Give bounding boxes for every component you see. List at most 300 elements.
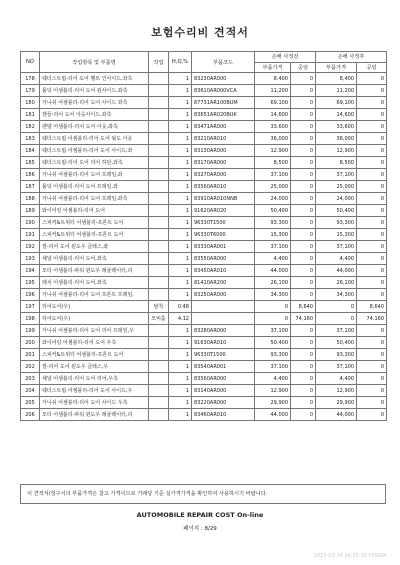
cell-work: 모비홀 <box>149 313 169 325</box>
cell-hq: 1 <box>169 145 192 157</box>
cell-item: 와이어링 어셈블리-리어 도어 <box>40 205 149 217</box>
cell-part-code: 83210AR010 <box>192 133 255 145</box>
cell-labor: 0 <box>291 337 316 349</box>
table-row <box>21 301 387 313</box>
cell-part-price: 37,100 <box>255 169 291 181</box>
cell-part-price: 12,900 <box>255 145 291 157</box>
cell-part-price: 37,100 <box>255 241 291 253</box>
table-row <box>21 289 387 301</box>
cell-part-price-settled: 44,000 <box>316 409 357 421</box>
cell-labor: 0 <box>291 157 316 169</box>
cell-hq: 1 <box>169 277 192 289</box>
cell-part-price-settled: 37,100 <box>316 169 357 181</box>
header-settled-group: 손해 사정후 <box>316 52 387 63</box>
cell-part-code: 83460AR010 <box>192 409 255 421</box>
footer-title: AUTOMOBILE REPAIR COST On-line <box>136 511 264 519</box>
cell-part-price-settled: 11,200 <box>316 85 357 97</box>
cell-item: 가니쉬 어셈블리-리어 도어 프레임,좌 <box>40 169 149 181</box>
cell-no: 205 <box>21 397 40 409</box>
cell-part-price: 36,000 <box>255 133 291 145</box>
cell-no: 190 <box>21 217 40 229</box>
cell-labor-settled: 0 <box>357 373 387 385</box>
cell-labor: 74,160 <box>291 313 316 325</box>
cell-no: 189 <box>21 205 40 217</box>
table-row <box>21 409 387 421</box>
cell-no: 203 <box>21 373 40 385</box>
page-number: 페이지 : 8/29 <box>183 526 217 532</box>
cell-part-code: 96330T1500 <box>192 349 255 361</box>
cell-part-price-settled: 15,300 <box>316 229 357 241</box>
header-work: 작업 <box>149 52 169 73</box>
header-damage-group: 손해 사정전 <box>255 52 316 63</box>
cell-labor: 0 <box>291 265 316 277</box>
table-row <box>21 109 387 121</box>
cell-part-code: 83270AR000 <box>192 169 255 181</box>
cell-no: 185 <box>21 157 40 169</box>
cell-labor-settled: 0 <box>357 145 387 157</box>
cell-part-code: 83220AR000 <box>192 397 255 409</box>
cell-part-price-settled: 12,900 <box>316 385 357 397</box>
cell-part-price-settled: 36,000 <box>316 133 357 145</box>
table-row <box>21 397 387 409</box>
cell-item: 웨더스트립 어셈블리-리어 도어 사이드,좌 <box>40 145 149 157</box>
cell-work <box>149 145 169 157</box>
table-row <box>21 337 387 349</box>
cell-hq: 1 <box>169 337 192 349</box>
cell-item: 씰-리어 도어 윈도우 글래스,좌 <box>40 241 149 253</box>
cell-hq: 1 <box>169 325 192 337</box>
cell-item: 핸들-리어 도어 아웃사이드,좌측 <box>40 109 149 121</box>
cell-part-code: 91620AR020 <box>192 205 255 217</box>
cell-part-price-settled: 0 <box>316 301 357 313</box>
table-row <box>21 169 387 181</box>
cell-no: 188 <box>21 193 40 205</box>
cell-hq: 1 <box>169 133 192 145</box>
cell-labor-settled: 0 <box>357 181 387 193</box>
table-row <box>21 73 387 85</box>
cell-labor-settled: 0 <box>357 205 387 217</box>
table-row <box>21 325 387 337</box>
cell-part-price: 34,300 <box>255 289 291 301</box>
cell-part-code: 83610AR000VCA <box>192 85 255 97</box>
cell-hq: 1 <box>169 241 192 253</box>
cell-part-price-settled: 37,100 <box>316 325 357 337</box>
cell-item: 웨더스트립 어셈블리-리어 도어 뒷도 아웃 <box>40 133 149 145</box>
table-row <box>21 85 387 97</box>
cell-part-code: 91630AR010 <box>192 337 255 349</box>
cell-part-code <box>192 313 255 325</box>
cell-no: 182 <box>21 121 40 133</box>
table-row <box>21 385 387 397</box>
cell-part-code: 83140AR000 <box>192 385 255 397</box>
cell-labor-settled: 0 <box>357 121 387 133</box>
cell-part-price: 93,300 <box>255 349 291 361</box>
cell-item: 가니쉬 어셈블리-리어 도어 사이드 우측 <box>40 397 149 409</box>
estimate-rows <box>21 73 387 421</box>
cell-hq: 1 <box>169 109 192 121</box>
cell-hq: 1 <box>169 181 192 193</box>
cell-hq: 0.48 <box>169 301 192 313</box>
cell-part-code: 83471AR000 <box>192 121 255 133</box>
page-title: 보험수리비 견적서 <box>151 26 249 39</box>
cell-item: 리어도어(우) <box>40 301 149 313</box>
cell-labor: 8,640 <box>291 301 316 313</box>
cell-work <box>149 277 169 289</box>
cell-labor: 0 <box>291 205 316 217</box>
cell-hq: 1 <box>169 193 192 205</box>
cell-hq: 1 <box>169 205 192 217</box>
header-labor: 공임 <box>291 62 316 73</box>
cell-item: 래치 어셈블리-리어 도어,좌측 <box>40 277 149 289</box>
cell-work <box>149 97 169 109</box>
cell-item: 가니쉬 어셈블리-리어 도어 사이드 좌측 <box>40 97 149 109</box>
cell-part-price: 50,400 <box>255 205 291 217</box>
cell-part-price-settled: 29,900 <box>316 397 357 409</box>
cell-work <box>149 409 169 421</box>
cell-part-price: 44,000 <box>255 265 291 277</box>
cell-labor: 0 <box>291 409 316 421</box>
cell-labor: 0 <box>291 217 316 229</box>
cell-part-code: 83910AR010NNB <box>192 193 255 205</box>
table-row <box>21 361 387 373</box>
cell-labor: 0 <box>291 145 316 157</box>
cell-item: 가니쉬 어셈블리-리어 도어 프론트 프레임, <box>40 289 149 301</box>
cell-part-price-settled: 26,100 <box>316 277 357 289</box>
table-row <box>21 181 387 193</box>
cell-hq: 1 <box>169 397 192 409</box>
cell-item: 몰딩 어셈블리-리어 도어 윈사이드,좌측 <box>40 85 149 97</box>
cell-no: 200 <box>21 337 40 349</box>
cell-no: 199 <box>21 325 40 337</box>
table-row <box>21 205 387 217</box>
cell-labor-settled: 74,160 <box>357 313 387 325</box>
cell-part-price-settled: 4,400 <box>316 253 357 265</box>
cell-item: 스피커&트위터 어셈블리-프론트 도어 <box>40 217 149 229</box>
cell-labor: 0 <box>291 241 316 253</box>
cell-labor: 0 <box>291 73 316 85</box>
cell-labor: 0 <box>291 349 316 361</box>
cell-part-code: 83130AR000 <box>192 145 255 157</box>
cell-part-price: 29,900 <box>255 397 291 409</box>
cell-no: 180 <box>21 97 40 109</box>
cell-part-price-settled: 25,000 <box>316 181 357 193</box>
cell-part-price-settled: 14,600 <box>316 109 357 121</box>
cell-work <box>149 289 169 301</box>
cell-item: 씰-리어 도어 윈도우 글래스,우 <box>40 361 149 373</box>
header-part-price-settled: 부품가격 <box>316 62 357 73</box>
cell-part-price: 8,400 <box>255 73 291 85</box>
cell-work <box>149 349 169 361</box>
cell-no: 183 <box>21 133 40 145</box>
cell-item: 리어도어(우) <box>40 313 149 325</box>
cell-work <box>149 229 169 241</box>
cell-part-price: 33,600 <box>255 121 291 133</box>
cell-work <box>149 85 169 97</box>
cell-labor-settled: 0 <box>357 73 387 85</box>
cell-part-price: 44,000 <box>255 409 291 421</box>
cell-work <box>149 121 169 133</box>
cell-no: 178 <box>21 73 40 85</box>
cell-part-price: 93,300 <box>255 217 291 229</box>
cell-labor: 0 <box>291 277 316 289</box>
cell-item: 가니쉬 어셈블리-리어 도어 프레임,좌측 <box>40 193 149 205</box>
cell-part-price-settled: 34,300 <box>316 289 357 301</box>
cell-part-price-settled: 12,900 <box>316 145 357 157</box>
cell-part-price: 0 <box>255 301 291 313</box>
cell-hq: 1 <box>169 409 192 421</box>
cell-part-code: 83651AR020BUK <box>192 109 255 121</box>
cell-part-price: 15,300 <box>255 229 291 241</box>
cell-item: 웨더스트립-리어 도어 리어 하단,좌측 <box>40 157 149 169</box>
cell-no: 184 <box>21 145 40 157</box>
cell-hq: 4.12 <box>169 313 192 325</box>
cell-labor-settled: 0 <box>357 409 387 421</box>
table-row <box>21 157 387 169</box>
cell-labor-settled: 0 <box>357 85 387 97</box>
cell-part-price: 14,600 <box>255 109 291 121</box>
cell-hq: 1 <box>169 289 192 301</box>
cell-no: 191 <box>21 229 40 241</box>
cell-hq: 1 <box>169 361 192 373</box>
cell-work <box>149 217 169 229</box>
cell-labor: 0 <box>291 373 316 385</box>
cell-part-code: 87731AR100BUM <box>192 97 255 109</box>
cell-part-price: 37,100 <box>255 325 291 337</box>
table-row <box>21 313 387 325</box>
cell-labor-settled: 0 <box>357 253 387 265</box>
header-hq: H,Q,% <box>169 52 192 73</box>
table-row <box>21 229 387 241</box>
cell-part-price: 26,100 <box>255 277 291 289</box>
cell-labor: 0 <box>291 361 316 373</box>
cell-hq: 1 <box>169 373 192 385</box>
cell-part-price-settled: 0 <box>316 313 357 325</box>
cell-no: 196 <box>21 289 40 301</box>
cell-no: 179 <box>21 85 40 97</box>
cell-labor: 0 <box>291 325 316 337</box>
cell-no: 195 <box>21 277 40 289</box>
cell-hq: 1 <box>169 157 192 169</box>
table-row <box>21 265 387 277</box>
cell-work <box>149 241 169 253</box>
table-row <box>21 217 387 229</box>
estimate-table <box>20 51 387 421</box>
cell-labor: 0 <box>291 97 316 109</box>
cell-item: 모터 어셈블리-파워 윈도우 레귤레이터,리 <box>40 409 149 421</box>
cell-part-price-settled: 8,400 <box>316 73 357 85</box>
cell-part-code: 83230AR000 <box>192 73 255 85</box>
cell-part-price-settled: 44,000 <box>316 265 357 277</box>
cell-item: 웨더스트립-리어 도어 벨트 인사이드,좌측 <box>40 73 149 85</box>
cell-part-code: 83330AR001 <box>192 241 255 253</box>
cell-labor-settled: 0 <box>357 169 387 181</box>
cell-no: 194 <box>21 265 40 277</box>
cell-item: 몰딩 어셈블리-리어 도어 프레임,좌 <box>40 181 149 193</box>
cell-part-price-settled: 4,400 <box>316 373 357 385</box>
cell-labor: 0 <box>291 385 316 397</box>
cell-labor: 0 <box>291 397 316 409</box>
cell-item: 채널 어셈블리-리어 도어,좌측 <box>40 253 149 265</box>
cell-hq: 1 <box>169 385 192 397</box>
cell-labor-settled: 0 <box>357 133 387 145</box>
cell-labor: 0 <box>291 181 316 193</box>
cell-part-price: 11,200 <box>255 85 291 97</box>
cell-no: 192 <box>21 241 40 253</box>
cell-labor: 0 <box>291 193 316 205</box>
table-row <box>21 97 387 109</box>
cell-work <box>149 169 169 181</box>
cell-labor-settled: 0 <box>357 217 387 229</box>
cell-labor-settled: 0 <box>357 385 387 397</box>
cell-work <box>149 325 169 337</box>
cell-part-price: 69,100 <box>255 97 291 109</box>
cell-part-price: 25,000 <box>255 181 291 193</box>
cell-work <box>149 337 169 349</box>
cell-work <box>149 133 169 145</box>
header-no: NO <box>21 52 40 73</box>
cell-labor: 0 <box>291 169 316 181</box>
cell-part-price-settled: 33,600 <box>316 121 357 133</box>
cell-part-price: 50,400 <box>255 337 291 349</box>
cell-hq: 1 <box>169 217 192 229</box>
cell-labor: 0 <box>291 85 316 97</box>
cell-part-price-settled: 93,300 <box>316 349 357 361</box>
cell-part-code: 83540AR001 <box>192 361 255 373</box>
cell-part-price-settled: 37,100 <box>316 361 357 373</box>
cell-work <box>149 361 169 373</box>
cell-labor: 0 <box>291 121 316 133</box>
cell-part-price: 8,500 <box>255 157 291 169</box>
cell-part-code: 83280AR000 <box>192 325 255 337</box>
cell-labor-settled: 0 <box>357 97 387 109</box>
cell-item: 와이어링 어셈블리-리어 도어 우측 <box>40 337 149 349</box>
cell-no: 201 <box>21 349 40 361</box>
cell-part-price-settled: 93,300 <box>316 217 357 229</box>
cell-part-price-settled: 8,500 <box>316 157 357 169</box>
table-row <box>21 253 387 265</box>
cell-hq: 1 <box>169 349 192 361</box>
header-part-code: 부품코드 <box>192 52 255 73</box>
cell-hq: 1 <box>169 97 192 109</box>
cell-no: 186 <box>21 169 40 181</box>
cell-part-price: 37,100 <box>255 361 291 373</box>
cell-hq: 1 <box>169 85 192 97</box>
cell-no: 202 <box>21 361 40 373</box>
cell-labor: 0 <box>291 109 316 121</box>
cell-work <box>149 253 169 265</box>
cell-hq: 1 <box>169 73 192 85</box>
cell-part-code: 83170AR000 <box>192 157 255 169</box>
cell-labor-settled: 0 <box>357 229 387 241</box>
cell-hq: 1 <box>169 169 192 181</box>
cell-part-price: 0 <box>255 313 291 325</box>
cell-part-code: 83560AR000 <box>192 373 255 385</box>
table-row <box>21 277 387 289</box>
cell-part-code: 96330T6000 <box>192 229 255 241</box>
cell-work <box>149 109 169 121</box>
cell-labor-settled: 0 <box>357 157 387 169</box>
cell-labor-settled: 0 <box>357 265 387 277</box>
cell-labor-settled: 0 <box>357 349 387 361</box>
table-row <box>21 193 387 205</box>
cell-labor-settled: 0 <box>357 277 387 289</box>
cell-no: 206 <box>21 409 40 421</box>
cell-no: 197 <box>21 301 40 313</box>
cell-part-code: 96330T1500 <box>192 217 255 229</box>
cell-part-price-settled: 37,100 <box>316 241 357 253</box>
cell-work: 탈착 <box>149 301 169 313</box>
cell-work <box>149 205 169 217</box>
cell-hq: 1 <box>169 253 192 265</box>
cell-part-code: 83450AR010 <box>192 265 255 277</box>
cell-labor-settled: 0 <box>357 109 387 121</box>
timestamp-watermark: 2023-03-14 14:25:39 PSSGM <box>313 553 386 559</box>
cell-part-price: 4,400 <box>255 253 291 265</box>
cell-labor-settled: 0 <box>357 337 387 349</box>
table-row <box>21 145 387 157</box>
cell-labor-settled: 0 <box>357 241 387 253</box>
cell-work <box>149 397 169 409</box>
cell-work <box>149 385 169 397</box>
cell-hq: 1 <box>169 265 192 277</box>
cell-labor: 0 <box>291 289 316 301</box>
cell-no: 181 <box>21 109 40 121</box>
cell-part-price: 4,400 <box>255 373 291 385</box>
cell-hq: 1 <box>169 229 192 241</box>
cell-labor: 0 <box>291 253 316 265</box>
cell-work <box>149 373 169 385</box>
cell-work <box>149 157 169 169</box>
cell-labor: 0 <box>291 133 316 145</box>
cell-item: 웨더스트립 어셈블리-리어 도어 사이드,우 <box>40 385 149 397</box>
cell-part-code: 83250AR000 <box>192 289 255 301</box>
cell-labor-settled: 0 <box>357 361 387 373</box>
cell-no: 198 <box>21 313 40 325</box>
cell-item: 모터 어셈블리-파워 윈도우 레귤레이터,리 <box>40 265 149 277</box>
notice-text: 이 견적서/청구서의 부품가격은 참고 가격이므로 거래당 기준 실가격가격을 확인하여 사용하시기 바랍니다. <box>20 484 386 504</box>
cell-part-price-settled: 50,400 <box>316 337 357 349</box>
cell-work <box>149 265 169 277</box>
cell-part-price-settled: 50,400 <box>316 205 357 217</box>
cell-labor-settled: 0 <box>357 193 387 205</box>
cell-item: 스피커&트위터 어셈블리-프론트 도어 <box>40 229 149 241</box>
cell-labor-settled: 0 <box>357 397 387 409</box>
cell-labor-settled: 0 <box>357 325 387 337</box>
cell-part-code: 83550AR000 <box>192 253 255 265</box>
cell-part-code: 83560AR010 <box>192 181 255 193</box>
header-item: 작업항목 및 부품명 <box>40 52 149 73</box>
cell-part-price: 12,900 <box>255 385 291 397</box>
cell-item: 스피커&트위터 어셈블리-프론트 도어 <box>40 349 149 361</box>
cell-part-code <box>192 301 255 313</box>
cell-work <box>149 193 169 205</box>
cell-work <box>149 73 169 85</box>
table-row <box>21 373 387 385</box>
cell-labor: 0 <box>291 229 316 241</box>
cell-work <box>149 181 169 193</box>
cell-part-code: 81410AR200 <box>192 277 255 289</box>
cell-no: 204 <box>21 385 40 397</box>
cell-labor-settled: 0 <box>357 289 387 301</box>
table-row <box>21 133 387 145</box>
header-labor-settled: 공임 <box>357 62 387 73</box>
table-row <box>21 241 387 253</box>
header-part-price: 부품가격 <box>255 62 291 73</box>
cell-part-price: 24,000 <box>255 193 291 205</box>
cell-item: 채널 어셈블리-리어 도어 리어,우측 <box>40 373 149 385</box>
cell-part-price-settled: 69,100 <box>316 97 357 109</box>
table-row <box>21 121 387 133</box>
